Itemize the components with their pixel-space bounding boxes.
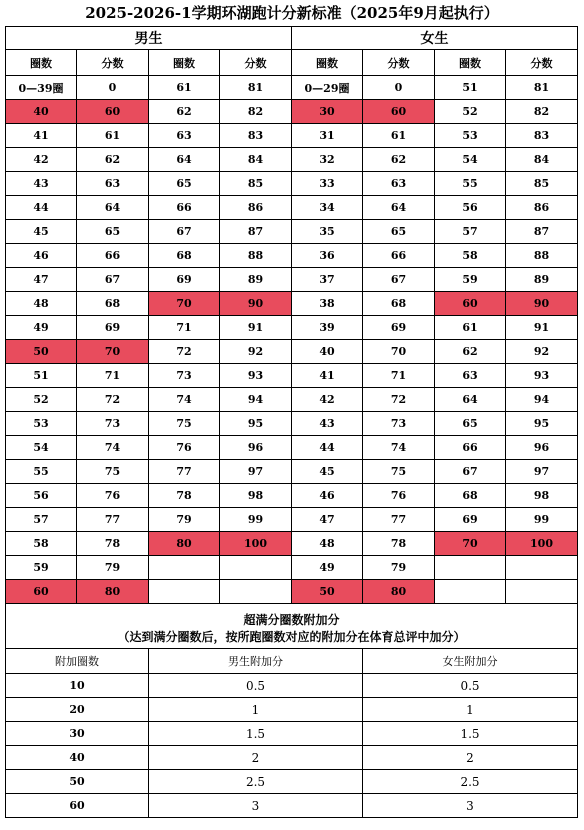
table-row (6, 580, 578, 604)
female-score-cell: 90 (506, 292, 578, 316)
table-row (6, 268, 578, 292)
male-score-cell: 76 (77, 484, 149, 508)
column-header-row (6, 50, 578, 76)
male-laps-cell: 76 (149, 436, 220, 460)
bonus-row (6, 794, 578, 818)
male-score-cell: 74 (77, 436, 149, 460)
male-laps-cell: 67 (149, 220, 220, 244)
male-score-cell: 98 (220, 484, 292, 508)
male-laps-cell: 73 (149, 364, 220, 388)
female-laps-cell: 61 (435, 316, 506, 340)
table-row (6, 436, 578, 460)
female-laps-cell: 42 (292, 388, 363, 412)
female-laps-cell: 41 (292, 364, 363, 388)
female-laps-cell: 51 (435, 76, 506, 100)
male-laps-cell: 80 (149, 532, 220, 556)
female-laps-cell (435, 580, 506, 604)
female-laps-cell: 60 (435, 292, 506, 316)
male-score-cell: 93 (220, 364, 292, 388)
table-row (6, 508, 578, 532)
female-bonus-cell: 0.5 (363, 674, 578, 698)
male-bonus-cell: 3 (149, 794, 363, 818)
male-laps-cell: 75 (149, 412, 220, 436)
male-laps-cell: 61 (149, 76, 220, 100)
bonus-title: 超满分圈数附加分 (6, 604, 578, 628)
female-score-cell: 0 (363, 76, 435, 100)
female-score-cell: 88 (506, 244, 578, 268)
female-laps-cell (435, 556, 506, 580)
female-score-cell: 68 (363, 292, 435, 316)
male-score-cell: 66 (77, 244, 149, 268)
table-row (6, 172, 578, 196)
bonus-laps-cell: 40 (6, 746, 149, 770)
bonus-row (6, 770, 578, 794)
table-row (6, 316, 578, 340)
male-score-cell: 77 (77, 508, 149, 532)
table-row (6, 76, 578, 100)
female-laps-cell: 43 (292, 412, 363, 436)
female-score-cell: 77 (363, 508, 435, 532)
female-score-cell: 91 (506, 316, 578, 340)
male-laps-cell: 49 (6, 316, 77, 340)
female-score-cell (506, 556, 578, 580)
male-score-cell: 80 (77, 580, 149, 604)
male-score-cell: 100 (220, 532, 292, 556)
female-laps-cell: 59 (435, 268, 506, 292)
male-score-cell: 0 (77, 76, 149, 100)
female-laps-cell: 49 (292, 556, 363, 580)
male-score-cell: 62 (77, 148, 149, 172)
female-laps-cell: 40 (292, 340, 363, 364)
bonus-laps-cell: 30 (6, 722, 149, 746)
male-laps-cell: 65 (149, 172, 220, 196)
female-laps-cell: 47 (292, 508, 363, 532)
female-laps-cell: 66 (435, 436, 506, 460)
female-score-cell: 84 (506, 148, 578, 172)
male-laps-cell: 56 (6, 484, 77, 508)
male-laps-cell: 78 (149, 484, 220, 508)
male-score-cell (220, 556, 292, 580)
male-laps-cell: 71 (149, 316, 220, 340)
female-laps-cell: 68 (435, 484, 506, 508)
bonus-laps-cell: 20 (6, 698, 149, 722)
male-laps-cell: 53 (6, 412, 77, 436)
female-score-cell: 98 (506, 484, 578, 508)
female-laps-cell: 0—29圈 (292, 76, 363, 100)
female-score-cell: 63 (363, 172, 435, 196)
female-laps-cell: 48 (292, 532, 363, 556)
table-row (6, 148, 578, 172)
female-col-header-score: 分数 (363, 50, 435, 76)
male-bonus-cell: 2 (149, 746, 363, 770)
male-score-cell: 67 (77, 268, 149, 292)
male-score-cell: 92 (220, 340, 292, 364)
female-score-cell: 73 (363, 412, 435, 436)
male-group-header: 男生 (6, 27, 292, 50)
bonus-row (6, 698, 578, 722)
bonus-col-header: 附加圈数 (6, 649, 149, 674)
male-score-cell: 87 (220, 220, 292, 244)
male-laps-cell: 69 (149, 268, 220, 292)
table-row (6, 244, 578, 268)
female-score-cell: 83 (506, 124, 578, 148)
male-score-cell: 71 (77, 364, 149, 388)
female-score-cell: 89 (506, 268, 578, 292)
male-laps-cell: 63 (149, 124, 220, 148)
male-score-cell: 60 (77, 100, 149, 124)
bonus-col-header: 男生附加分 (149, 649, 363, 674)
female-laps-cell: 37 (292, 268, 363, 292)
bonus-laps-cell: 50 (6, 770, 149, 794)
female-laps-cell: 33 (292, 172, 363, 196)
scoring-table (5, 26, 578, 604)
female-laps-cell: 53 (435, 124, 506, 148)
male-score-cell: 70 (77, 340, 149, 364)
male-laps-cell: 54 (6, 436, 77, 460)
female-score-cell: 80 (363, 580, 435, 604)
female-score-cell: 60 (363, 100, 435, 124)
female-score-cell: 72 (363, 388, 435, 412)
female-score-cell (506, 580, 578, 604)
female-score-cell: 96 (506, 436, 578, 460)
table-row (6, 388, 578, 412)
table-row (6, 100, 578, 124)
gender-header-row (6, 27, 578, 50)
male-laps-cell: 77 (149, 460, 220, 484)
female-laps-cell: 39 (292, 316, 363, 340)
female-laps-cell: 65 (435, 412, 506, 436)
table-row (6, 460, 578, 484)
female-score-cell: 66 (363, 244, 435, 268)
female-score-cell: 75 (363, 460, 435, 484)
male-col-header-score: 分数 (77, 50, 149, 76)
male-laps-cell: 43 (6, 172, 77, 196)
female-laps-cell: 36 (292, 244, 363, 268)
female-laps-cell: 56 (435, 196, 506, 220)
female-score-cell: 92 (506, 340, 578, 364)
female-score-cell: 61 (363, 124, 435, 148)
bonus-laps-cell: 60 (6, 794, 149, 818)
male-laps-cell: 59 (6, 556, 77, 580)
male-laps-cell: 42 (6, 148, 77, 172)
male-bonus-cell: 2.5 (149, 770, 363, 794)
male-laps-cell: 47 (6, 268, 77, 292)
male-score-cell: 75 (77, 460, 149, 484)
female-score-cell: 93 (506, 364, 578, 388)
female-laps-cell: 62 (435, 340, 506, 364)
female-score-cell: 67 (363, 268, 435, 292)
female-laps-cell: 63 (435, 364, 506, 388)
female-score-cell: 87 (506, 220, 578, 244)
male-score-cell: 79 (77, 556, 149, 580)
male-score-cell: 68 (77, 292, 149, 316)
male-laps-cell: 50 (6, 340, 77, 364)
male-score-cell: 81 (220, 76, 292, 100)
male-score-cell: 86 (220, 196, 292, 220)
male-score-cell: 90 (220, 292, 292, 316)
female-laps-cell: 69 (435, 508, 506, 532)
bonus-note-table (5, 604, 578, 649)
male-score-cell: 85 (220, 172, 292, 196)
bonus-row (6, 746, 578, 770)
male-laps-cell: 66 (149, 196, 220, 220)
male-laps-cell: 40 (6, 100, 77, 124)
male-score-cell: 69 (77, 316, 149, 340)
female-laps-cell: 50 (292, 580, 363, 604)
female-laps-cell: 57 (435, 220, 506, 244)
female-score-cell: 81 (506, 76, 578, 100)
bonus-table (5, 649, 578, 818)
male-laps-cell: 48 (6, 292, 77, 316)
male-score-cell: 88 (220, 244, 292, 268)
male-laps-cell: 72 (149, 340, 220, 364)
bonus-laps-cell: 10 (6, 674, 149, 698)
female-bonus-cell: 1 (363, 698, 578, 722)
female-score-cell: 78 (363, 532, 435, 556)
bonus-col-header: 女生附加分 (363, 649, 578, 674)
table-row (6, 412, 578, 436)
female-score-cell: 70 (363, 340, 435, 364)
bonus-row (6, 674, 578, 698)
table-row (6, 124, 578, 148)
female-col-header-laps: 圈数 (292, 50, 363, 76)
female-score-cell: 62 (363, 148, 435, 172)
female-laps-cell: 64 (435, 388, 506, 412)
female-laps-cell: 70 (435, 532, 506, 556)
female-col-header-score: 分数 (506, 50, 578, 76)
male-laps-cell: 41 (6, 124, 77, 148)
female-bonus-cell: 1.5 (363, 722, 578, 746)
male-bonus-cell: 1 (149, 698, 363, 722)
female-score-cell: 99 (506, 508, 578, 532)
male-score-cell: 83 (220, 124, 292, 148)
male-col-header-score: 分数 (220, 50, 292, 76)
male-laps-cell: 57 (6, 508, 77, 532)
female-col-header-laps: 圈数 (435, 50, 506, 76)
male-laps-cell: 46 (6, 244, 77, 268)
female-score-cell: 71 (363, 364, 435, 388)
male-score-cell: 72 (77, 388, 149, 412)
female-laps-cell: 55 (435, 172, 506, 196)
female-score-cell: 74 (363, 436, 435, 460)
female-score-cell: 64 (363, 196, 435, 220)
male-bonus-cell: 0.5 (149, 674, 363, 698)
table-row (6, 532, 578, 556)
female-bonus-cell: 3 (363, 794, 578, 818)
male-laps-cell: 0—39圈 (6, 76, 77, 100)
male-score-cell: 64 (77, 196, 149, 220)
female-laps-cell: 32 (292, 148, 363, 172)
female-laps-cell: 38 (292, 292, 363, 316)
male-score-cell: 96 (220, 436, 292, 460)
male-score-cell: 84 (220, 148, 292, 172)
male-score-cell: 99 (220, 508, 292, 532)
female-score-cell: 82 (506, 100, 578, 124)
male-score-cell: 97 (220, 460, 292, 484)
male-laps-cell: 45 (6, 220, 77, 244)
male-score-cell: 63 (77, 172, 149, 196)
male-laps-cell: 64 (149, 148, 220, 172)
female-laps-cell: 46 (292, 484, 363, 508)
female-bonus-cell: 2.5 (363, 770, 578, 794)
female-bonus-cell: 2 (363, 746, 578, 770)
male-score-cell: 73 (77, 412, 149, 436)
table-row (6, 196, 578, 220)
female-score-cell: 100 (506, 532, 578, 556)
male-bonus-cell: 1.5 (149, 722, 363, 746)
table-row (6, 340, 578, 364)
female-score-cell: 94 (506, 388, 578, 412)
male-laps-cell: 55 (6, 460, 77, 484)
male-laps-cell: 51 (6, 364, 77, 388)
male-laps-cell: 52 (6, 388, 77, 412)
table-row (6, 220, 578, 244)
male-laps-cell: 44 (6, 196, 77, 220)
male-score-cell: 91 (220, 316, 292, 340)
male-laps-cell: 70 (149, 292, 220, 316)
female-score-cell: 95 (506, 412, 578, 436)
male-score-cell: 95 (220, 412, 292, 436)
female-laps-cell: 35 (292, 220, 363, 244)
male-score-cell: 82 (220, 100, 292, 124)
female-laps-cell: 54 (435, 148, 506, 172)
page-title: 2025-2026-1学期环湖跑计分新标准（2025年9月起执行） (85, 4, 499, 22)
female-laps-cell: 45 (292, 460, 363, 484)
female-score-cell: 76 (363, 484, 435, 508)
female-score-cell: 97 (506, 460, 578, 484)
male-score-cell: 78 (77, 532, 149, 556)
male-col-header-laps: 圈数 (6, 50, 77, 76)
bonus-row (6, 722, 578, 746)
female-laps-cell: 58 (435, 244, 506, 268)
female-laps-cell: 30 (292, 100, 363, 124)
female-score-cell: 69 (363, 316, 435, 340)
table-row (6, 484, 578, 508)
female-score-cell: 65 (363, 220, 435, 244)
bonus-subtitle: （达到满分圈数后，按所跑圈数对应的附加分在体育总评中加分） (6, 628, 578, 649)
female-laps-cell: 52 (435, 100, 506, 124)
male-score-cell: 65 (77, 220, 149, 244)
table-row (6, 364, 578, 388)
male-score-cell: 89 (220, 268, 292, 292)
male-score-cell (220, 580, 292, 604)
bonus-header-row (6, 649, 578, 674)
female-score-cell: 86 (506, 196, 578, 220)
female-group-header: 女生 (292, 27, 578, 50)
male-score-cell: 61 (77, 124, 149, 148)
male-laps-cell: 60 (6, 580, 77, 604)
female-score-cell: 79 (363, 556, 435, 580)
male-laps-cell (149, 556, 220, 580)
male-laps-cell (149, 580, 220, 604)
male-laps-cell: 74 (149, 388, 220, 412)
female-laps-cell: 44 (292, 436, 363, 460)
male-laps-cell: 58 (6, 532, 77, 556)
male-laps-cell: 62 (149, 100, 220, 124)
male-laps-cell: 68 (149, 244, 220, 268)
male-laps-cell: 79 (149, 508, 220, 532)
male-col-header-laps: 圈数 (149, 50, 220, 76)
table-row (6, 292, 578, 316)
table-row (6, 556, 578, 580)
female-score-cell: 85 (506, 172, 578, 196)
female-laps-cell: 31 (292, 124, 363, 148)
female-laps-cell: 34 (292, 196, 363, 220)
female-laps-cell: 67 (435, 460, 506, 484)
male-score-cell: 94 (220, 388, 292, 412)
